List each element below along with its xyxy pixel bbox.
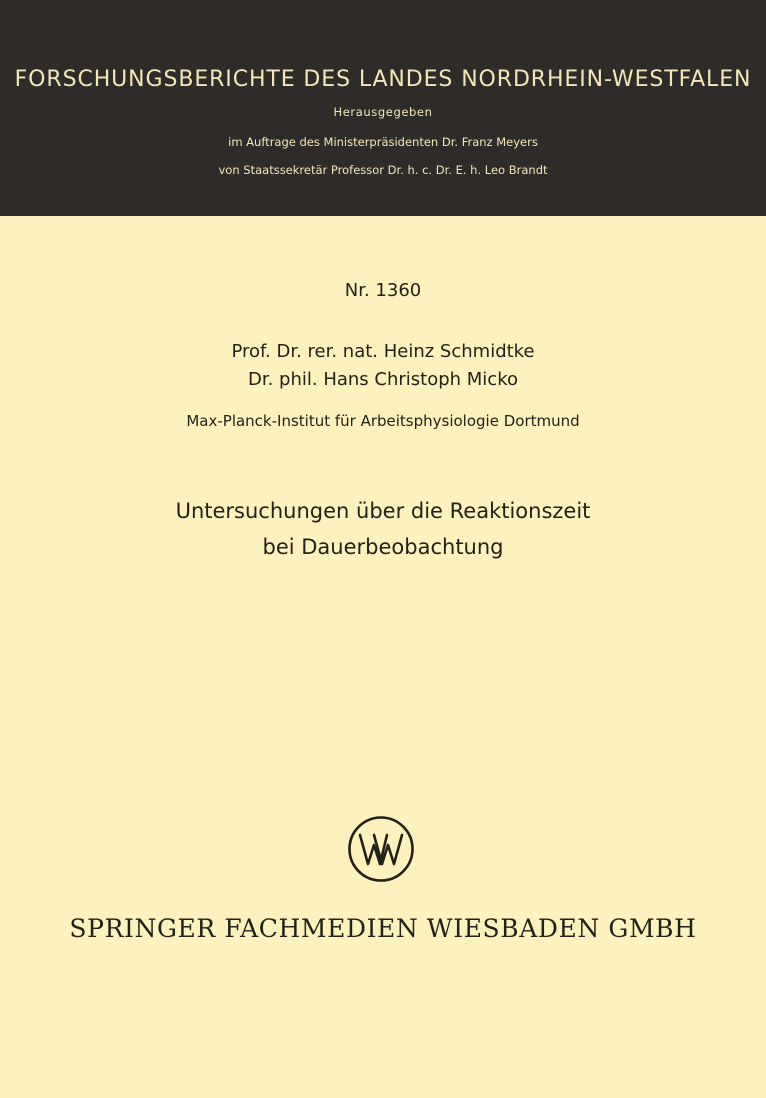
series-header-band xyxy=(0,0,766,216)
institute: Max-Planck-Institut für Arbeitsphysiologie Dortmund xyxy=(186,412,580,430)
editor-line-3: von Staatssekretär Professor Dr. h. c. Dr. E. h. Leo Brandt xyxy=(218,163,548,177)
series-title: FORSCHUNGSBERICHTE DES LANDES NORDRHEIN-WESTFALEN xyxy=(14,67,752,92)
report-number: Nr. 1360 xyxy=(344,280,422,301)
author-2: Dr. phil. Hans Christoph Micko xyxy=(247,369,518,390)
report-title-line-2: bei Dauerbeobachtung xyxy=(262,535,504,559)
editor-line-1: Herausgegeben xyxy=(333,105,433,119)
author-1: Prof. Dr. rer. nat. Heinz Schmidtke xyxy=(231,341,535,362)
report-title-line-1: Untersuchungen über die Reaktionszeit xyxy=(175,499,591,523)
ww-publisher-logo-icon xyxy=(347,815,415,883)
editor-line-2: im Auftrage des Ministerpräsidenten Dr. Franz Meyers xyxy=(228,135,538,149)
publisher-name: SPRINGER FACHMEDIEN WIESBADEN GMBH xyxy=(69,914,697,943)
